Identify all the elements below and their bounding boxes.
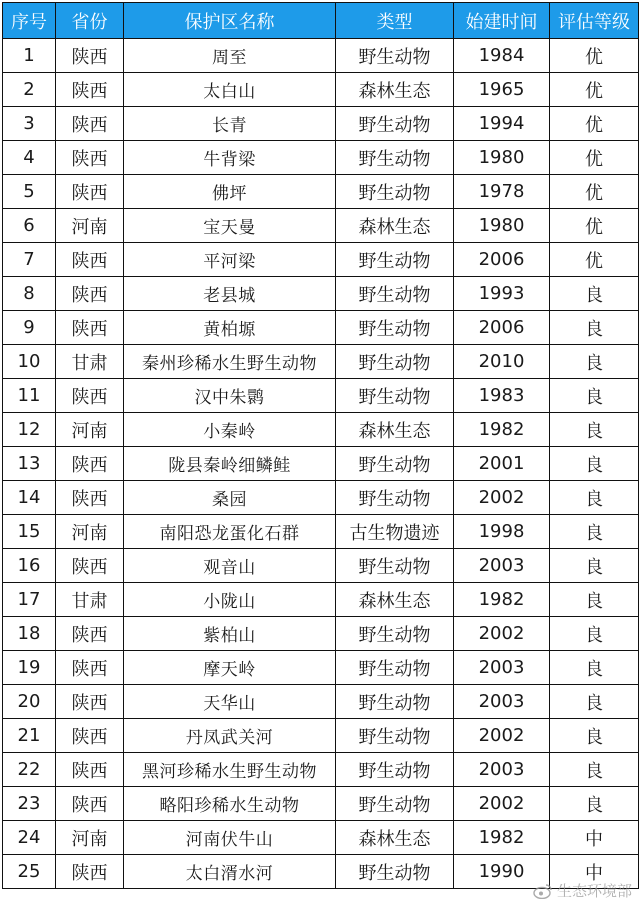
cell-province: 陕西: [56, 685, 124, 719]
cell-founded: 2002: [454, 719, 550, 753]
cell-founded: 1980: [454, 141, 550, 175]
cell-type: 野生动物: [336, 141, 454, 175]
cell-reserve-name: 南阳恐龙蛋化石群: [124, 515, 336, 549]
cell-index: 24: [3, 821, 56, 855]
cell-index: 18: [3, 617, 56, 651]
cell-reserve-name: 佛坪: [124, 175, 336, 209]
cell-founded: 2003: [454, 651, 550, 685]
cell-province: 河南: [56, 413, 124, 447]
table-row: [3, 651, 639, 685]
table-row: [3, 515, 639, 549]
cell-reserve-name: 牛背梁: [124, 141, 336, 175]
cell-index: 5: [3, 175, 56, 209]
cell-reserve-name: 秦州珍稀水生野生动物: [124, 345, 336, 379]
cell-province: 陕西: [56, 617, 124, 651]
cell-index: 4: [3, 141, 56, 175]
cell-rating: 良: [550, 719, 639, 753]
cell-type: 野生动物: [336, 481, 454, 515]
table-row: [3, 311, 639, 345]
cell-index: 23: [3, 787, 56, 821]
watermark-text: 生态环境部: [556, 882, 632, 900]
cell-reserve-name: 摩天岭: [124, 651, 336, 685]
cell-founded: 2003: [454, 549, 550, 583]
cell-province: 陕西: [56, 39, 124, 73]
cell-founded: 2001: [454, 447, 550, 481]
cell-index: 3: [3, 107, 56, 141]
header-type: 类型: [336, 3, 454, 39]
cell-province: 陕西: [56, 447, 124, 481]
cell-reserve-name: 太白山: [124, 73, 336, 107]
cell-rating: 良: [550, 651, 639, 685]
cell-index: 16: [3, 549, 56, 583]
cell-reserve-name: 河南伏牛山: [124, 821, 336, 855]
cell-province: 陕西: [56, 107, 124, 141]
cell-founded: 1993: [454, 277, 550, 311]
table-header-row: [3, 3, 639, 39]
cell-rating: 良: [550, 277, 639, 311]
cell-type: 野生动物: [336, 753, 454, 787]
cell-type: 野生动物: [336, 379, 454, 413]
cell-index: 10: [3, 345, 56, 379]
cell-type: 森林生态: [336, 413, 454, 447]
cell-rating: 优: [550, 209, 639, 243]
cell-reserve-name: 小秦岭: [124, 413, 336, 447]
cell-founded: 2003: [454, 753, 550, 787]
cell-province: 陕西: [56, 549, 124, 583]
cell-rating: 优: [550, 175, 639, 209]
cell-type: 野生动物: [336, 617, 454, 651]
table-row: [3, 141, 639, 175]
cell-province: 陕西: [56, 311, 124, 345]
cell-founded: 1984: [454, 39, 550, 73]
cell-reserve-name: 丹凤武关河: [124, 719, 336, 753]
table-row: [3, 753, 639, 787]
header-index: 序号: [3, 3, 56, 39]
cell-type: 野生动物: [336, 447, 454, 481]
cell-province: 河南: [56, 515, 124, 549]
cell-index: 12: [3, 413, 56, 447]
cell-founded: 1965: [454, 73, 550, 107]
cell-founded: 2002: [454, 787, 550, 821]
cell-index: 19: [3, 651, 56, 685]
cell-province: 陕西: [56, 141, 124, 175]
cell-province: 陕西: [56, 651, 124, 685]
table-row: [3, 73, 639, 107]
cell-type: 野生动物: [336, 855, 454, 889]
cell-province: 陕西: [56, 481, 124, 515]
cell-reserve-name: 小陇山: [124, 583, 336, 617]
cell-rating: 优: [550, 73, 639, 107]
header-province: 省份: [56, 3, 124, 39]
cell-type: 野生动物: [336, 107, 454, 141]
table-row: [3, 107, 639, 141]
cell-founded: 1980: [454, 209, 550, 243]
cell-index: 14: [3, 481, 56, 515]
cell-founded: 1982: [454, 821, 550, 855]
cell-reserve-name: 天华山: [124, 685, 336, 719]
cell-index: 25: [3, 855, 56, 889]
cell-type: 野生动物: [336, 719, 454, 753]
cell-province: 甘肃: [56, 583, 124, 617]
cell-province: 陕西: [56, 243, 124, 277]
cell-type: 森林生态: [336, 821, 454, 855]
cell-index: 8: [3, 277, 56, 311]
cell-type: 森林生态: [336, 209, 454, 243]
cell-index: 17: [3, 583, 56, 617]
weibo-icon: [533, 883, 553, 899]
cell-type: 野生动物: [336, 277, 454, 311]
cell-founded: 1983: [454, 379, 550, 413]
cell-founded: 1990: [454, 855, 550, 889]
cell-province: 陕西: [56, 787, 124, 821]
cell-type: 野生动物: [336, 787, 454, 821]
cell-type: 古生物遗迹: [336, 515, 454, 549]
cell-rating: 良: [550, 345, 639, 379]
table-row: [3, 447, 639, 481]
table-row: [3, 583, 639, 617]
cell-reserve-name: 紫柏山: [124, 617, 336, 651]
table-row: [3, 481, 639, 515]
cell-founded: 1982: [454, 413, 550, 447]
cell-rating: 良: [550, 379, 639, 413]
cell-index: 11: [3, 379, 56, 413]
cell-reserve-name: 平河梁: [124, 243, 336, 277]
cell-province: 陕西: [56, 277, 124, 311]
cell-type: 野生动物: [336, 311, 454, 345]
cell-province: 陕西: [56, 855, 124, 889]
cell-reserve-name: 黄柏塬: [124, 311, 336, 345]
table-row: [3, 719, 639, 753]
table-row: [3, 787, 639, 821]
cell-founded: 2002: [454, 617, 550, 651]
cell-province: 陕西: [56, 175, 124, 209]
cell-founded: 2010: [454, 345, 550, 379]
cell-province: 陕西: [56, 719, 124, 753]
cell-founded: 2006: [454, 243, 550, 277]
cell-index: 7: [3, 243, 56, 277]
cell-index: 20: [3, 685, 56, 719]
cell-type: 野生动物: [336, 175, 454, 209]
cell-rating: 优: [550, 141, 639, 175]
cell-reserve-name: 长青: [124, 107, 336, 141]
cell-reserve-name: 陇县秦岭细鳞鲑: [124, 447, 336, 481]
table-body: [3, 39, 639, 889]
cell-province: 陕西: [56, 379, 124, 413]
cell-founded: 1978: [454, 175, 550, 209]
cell-reserve-name: 略阳珍稀水生动物: [124, 787, 336, 821]
cell-reserve-name: 太白湑水河: [124, 855, 336, 889]
cell-type: 野生动物: [336, 243, 454, 277]
table-row: [3, 379, 639, 413]
cell-founded: 1982: [454, 583, 550, 617]
cell-rating: 良: [550, 447, 639, 481]
table-row: [3, 175, 639, 209]
cell-index: 2: [3, 73, 56, 107]
cell-index: 6: [3, 209, 56, 243]
watermark: [533, 880, 632, 901]
table-row: [3, 413, 639, 447]
cell-province: 河南: [56, 209, 124, 243]
cell-index: 15: [3, 515, 56, 549]
cell-rating: 良: [550, 617, 639, 651]
cell-rating: 优: [550, 243, 639, 277]
cell-rating: 良: [550, 311, 639, 345]
cell-rating: 中: [550, 855, 639, 889]
cell-rating: 良: [550, 753, 639, 787]
table-row: [3, 345, 639, 379]
cell-reserve-name: 观音山: [124, 549, 336, 583]
cell-rating: 优: [550, 107, 639, 141]
header-reserve-name: 保护区名称: [124, 3, 336, 39]
cell-reserve-name: 汉中朱鹮: [124, 379, 336, 413]
cell-index: 1: [3, 39, 56, 73]
cell-type: 森林生态: [336, 583, 454, 617]
cell-founded: 2006: [454, 311, 550, 345]
cell-rating: 良: [550, 515, 639, 549]
cell-type: 森林生态: [336, 73, 454, 107]
cell-type: 野生动物: [336, 685, 454, 719]
cell-founded: 1994: [454, 107, 550, 141]
table-row: [3, 821, 639, 855]
cell-reserve-name: 桑园: [124, 481, 336, 515]
cell-type: 野生动物: [336, 345, 454, 379]
cell-founded: 2003: [454, 685, 550, 719]
protected-areas-table: [2, 2, 639, 889]
cell-index: 21: [3, 719, 56, 753]
cell-type: 野生动物: [336, 39, 454, 73]
cell-rating: 良: [550, 413, 639, 447]
cell-rating: 良: [550, 685, 639, 719]
cell-reserve-name: 周至: [124, 39, 336, 73]
table-row: [3, 685, 639, 719]
cell-province: 甘肃: [56, 345, 124, 379]
cell-type: 野生动物: [336, 549, 454, 583]
cell-index: 13: [3, 447, 56, 481]
cell-founded: 2002: [454, 481, 550, 515]
table-row: [3, 243, 639, 277]
cell-index: 22: [3, 753, 56, 787]
cell-reserve-name: 老县城: [124, 277, 336, 311]
table-row: [3, 549, 639, 583]
cell-rating: 良: [550, 549, 639, 583]
table-row: [3, 277, 639, 311]
cell-reserve-name: 宝天曼: [124, 209, 336, 243]
cell-founded: 1998: [454, 515, 550, 549]
header-founded: 始建时间: [454, 3, 550, 39]
cell-rating: 良: [550, 583, 639, 617]
cell-rating: 良: [550, 481, 639, 515]
cell-province: 河南: [56, 821, 124, 855]
table-row: [3, 209, 639, 243]
cell-province: 陕西: [56, 753, 124, 787]
cell-rating: 优: [550, 39, 639, 73]
cell-reserve-name: 黑河珍稀水生野生动物: [124, 753, 336, 787]
table-row: [3, 617, 639, 651]
cell-rating: 中: [550, 821, 639, 855]
cell-index: 9: [3, 311, 56, 345]
cell-rating: 良: [550, 787, 639, 821]
table-row: [3, 39, 639, 73]
cell-province: 陕西: [56, 73, 124, 107]
cell-type: 野生动物: [336, 651, 454, 685]
header-rating: 评估等级: [550, 3, 639, 39]
